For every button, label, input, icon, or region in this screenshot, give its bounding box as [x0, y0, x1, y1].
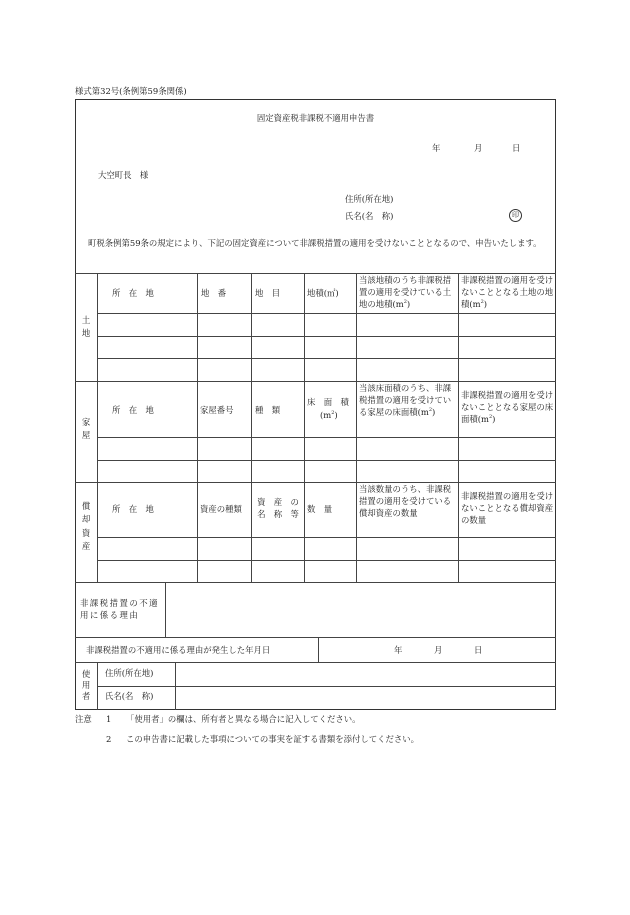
rule	[175, 662, 176, 710]
rule	[97, 560, 556, 561]
rule	[75, 637, 556, 638]
rule	[197, 273, 198, 582]
rule	[75, 662, 556, 663]
form-title: 固定資産税非課税不適用申告書	[256, 113, 375, 123]
house-number-header: 家屋番号	[200, 405, 234, 415]
land-area-header: 地積(㎡)	[307, 288, 339, 298]
house-floor-area-unit: $(m^2)$	[320, 410, 338, 420]
applicant-name-label: 氏名(名 称)	[345, 211, 394, 221]
rule	[97, 273, 98, 582]
land-lot-number-header: 地 番	[201, 288, 227, 298]
rule	[356, 273, 357, 582]
reason-date-month: 月	[434, 645, 443, 655]
form-number: 様式第32号(条例第59条関係)	[75, 86, 187, 96]
house-location-header: 所 在 地	[112, 405, 154, 415]
rule	[75, 582, 556, 583]
house-section-label: 家 屋	[81, 417, 91, 441]
depreciable-not-applied-qty-header: 非課税措置の適用を受けないこととなる償却資産の数量	[461, 491, 554, 526]
notes-label: 注意	[75, 714, 92, 724]
rule	[97, 460, 556, 461]
reason-label: 非課税措置の不適用に係る理由	[80, 598, 159, 621]
rule	[97, 437, 556, 438]
seal-mark: 印	[509, 209, 522, 222]
depreciable-quantity-header: 数 量	[307, 504, 333, 514]
depreciable-asset-type-header: 資産の種類	[200, 504, 242, 514]
land-applied-area-header: 当該地積のうち非課税措置の適用を受けている土地の地積$(m^2)$	[359, 275, 452, 310]
date-day: 日	[512, 143, 521, 153]
land-location-header: 所 在 地	[112, 288, 154, 298]
rule	[165, 582, 166, 637]
addressee: 大空町長 様	[98, 170, 149, 180]
depreciable-section-label: 償 却 資 産	[81, 501, 91, 552]
applicant-address-label: 住所(所在地)	[345, 194, 394, 204]
house-applied-area-header: 当該床面積のうち、非課税措置の適用を受けている家屋の床面積$(m^2)$	[359, 383, 452, 418]
rule	[304, 273, 305, 582]
reason-date-label: 非課税措置の不適用に係る理由が発生した年月日	[86, 645, 271, 655]
note-2-text: この申告書に記載した事項についての事実を証する書類を添付してください。	[126, 734, 419, 744]
depreciable-location-header: 所 在 地	[112, 504, 154, 514]
rule	[97, 313, 556, 314]
land-category-header: 地 目	[255, 288, 281, 298]
note-1-number: 1	[106, 714, 112, 724]
land-section-label: 土 地	[81, 315, 91, 339]
rule	[97, 336, 556, 337]
rule	[251, 273, 252, 582]
depreciable-applied-qty-header: 当該数量のうち、非課税措置の適用を受けている償却資産の数量	[359, 484, 452, 519]
depreciable-asset-name-header: 資 産 の名 称 等	[257, 497, 299, 520]
rule	[97, 686, 556, 687]
user-section-label: 使 用 者	[81, 669, 91, 701]
rule	[318, 637, 319, 662]
intro-text: 町税条例第59条の規定により、下記の固定資産について非課税措置の適用を受けないこととなるので、申告いたします。	[88, 238, 542, 248]
reason-date-day: 日	[474, 645, 483, 655]
house-not-applied-area-header: 非課税措置の適用を受けないこととなる家屋の床面積$(m^2)$	[461, 390, 554, 425]
date-year: 年	[432, 143, 441, 153]
rule	[97, 537, 556, 538]
reason-date-year: 年	[394, 645, 403, 655]
user-name-label: 氏名(名 称)	[105, 691, 154, 701]
note-2-number: 2	[106, 734, 112, 744]
user-address-label: 住所(所在地)	[105, 668, 154, 678]
house-type-header: 種 類	[255, 405, 281, 415]
date-month: 月	[474, 143, 483, 153]
rule	[75, 381, 556, 382]
rule	[458, 273, 459, 582]
rule	[75, 482, 556, 483]
note-1-text: 「使用者」の欄は、所有者と異なる場合に記入してください。	[126, 714, 361, 724]
rule	[97, 358, 556, 359]
rule	[97, 662, 98, 710]
house-floor-area-header: 床 面 積	[307, 397, 349, 407]
land-not-applied-area-header: 非課税措置の適用を受けないこととなる土地の地積$(m^2)$	[461, 275, 554, 310]
